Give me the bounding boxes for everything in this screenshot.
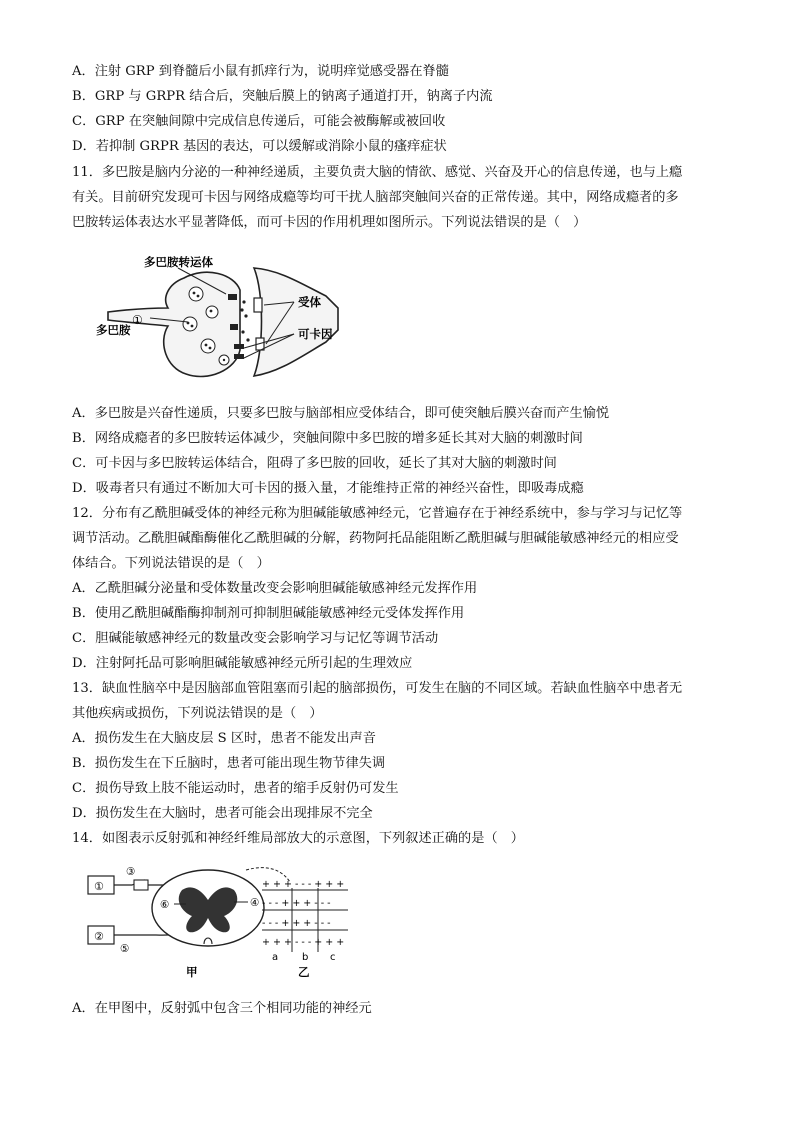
- q12-stem-line-1: 12．分布有乙酰胆碱受体的神经元称为胆碱能敏感神经元，它普遍存在于神经系统中，参与学习与记忆等: [72, 506, 683, 521]
- label-yi: 乙: [298, 965, 310, 979]
- label-dopamine: 多巴胺: [96, 323, 131, 337]
- q12-stem-line-3: 体结合。下列说法错误的是（ ）: [72, 556, 270, 571]
- q10-option-c: C．GRP 在突触间隙中完成信息传递后，可能会被酶解或被回收: [72, 114, 446, 129]
- label-n5: ⑤: [120, 943, 130, 955]
- label-n2: ②: [94, 930, 104, 943]
- q11-option-a: A．多巴胺是兴奋性递质，只要多巴胺与脑部相应受体结合，即可使突触后膜兴奋而产生愉悦: [72, 406, 610, 421]
- label-n6: ⑥: [160, 899, 170, 911]
- q11-synapse-figure: [88, 250, 348, 390]
- row-bot: + + + - - - + + +: [262, 937, 345, 948]
- label-c: c: [330, 952, 336, 963]
- q14-stem: 14．如图表示反射弧和神经纤维局部放大的示意图，下列叙述正确的是（ ）: [72, 831, 524, 846]
- q12-option-b: B．使用乙酰胆碱酯酶抑制剂可抑制胆碱能敏感神经元受体发挥作用: [72, 606, 465, 621]
- label-a: a: [272, 952, 279, 963]
- q13-option-c: C．损伤导致上肢不能运动时，患者的缩手反射仍可发生: [72, 781, 399, 796]
- q12-option-d: D．注射阿托品可影响胆碱能敏感神经元所引起的生理效应: [72, 656, 413, 671]
- q13-stem-line-2: 其他疾病或损伤，下列说法错误的是（ ）: [72, 706, 323, 721]
- label-marker-1: ①: [132, 313, 143, 327]
- q14-option-a: A．在甲图中，反射弧中包含三个相同功能的神经元: [72, 1001, 372, 1016]
- q10-option-d: D．若抑制 GRPR 基因的表达，可以缓解或消除小鼠的瘙痒症状: [72, 139, 447, 154]
- q11-option-d: D．吸毒者只有通过不断加大可卡因的摄入量，才能维持正常的神经兴奋性，即吸毒成瘾: [72, 481, 584, 496]
- q13-option-d: D．损伤发生在大脑时，患者可能会出现排尿不完全: [72, 806, 373, 821]
- q10-option-a: A．注射 GRP 到脊髓后小鼠有抓痒行为，说明痒觉感受器在脊髓: [72, 64, 449, 79]
- q11-stem-line-3: 巴胺转运体表达水平显著降低，而可卡因的作用机理如图所示。下列说法错误的是（ ）: [72, 215, 587, 230]
- q13-option-a: A．损伤发生在大脑皮层 S 区时，患者不能发出声音: [72, 731, 376, 746]
- row-mid-1: - - - + + + - - -: [262, 898, 331, 909]
- q11-stem-line-1: 11．多巴胺是脑内分泌的一种神经递质，主要负责大脑的情欲、感觉、兴奋及开心的信息传递，也与上瘾: [72, 165, 683, 180]
- q14-reflex-arc-figure: [86, 860, 356, 984]
- q10-option-b: B．GRP 与 GRPR 结合后，突触后膜上的钠离子通道打开，钠离子内流: [72, 89, 493, 104]
- label-jia: 甲: [186, 965, 198, 979]
- label-receptor: 受体: [298, 295, 321, 309]
- row-mid-2: - - - + + + - - -: [262, 918, 331, 929]
- label-cocaine: 可卡因: [298, 327, 333, 341]
- label-b: b: [302, 952, 309, 963]
- q13-stem-line-1: 13．缺血性脑卒中是因脑部血管阻塞而引起的脑部损伤，可发生在脑的不同区域。若缺血性脑卒中患者无: [72, 681, 683, 696]
- q13-option-b: B．损伤发生在下丘脑时，患者可能出现生物节律失调: [72, 756, 386, 771]
- label-transporter: 多巴胺转运体: [144, 255, 213, 269]
- row-top: + + + - - - + + +: [262, 879, 345, 890]
- q11-stem-line-2: 有关。目前研究发现可卡因与网络成瘾等均可干扰人脑部突触间兴奋的正常传递。其中，网络成瘾者的多: [72, 190, 679, 205]
- q12-option-a: A．乙酰胆碱分泌量和受体数量改变会影响胆碱能敏感神经元发挥作用: [72, 581, 478, 596]
- q12-stem-line-2: 调节活动。乙酰胆碱酯酶催化乙酰胆碱的分解，药物阿托品能阻断乙酰胆碱与胆碱能敏感神经元的相应受: [72, 531, 679, 546]
- label-n3: ③: [126, 866, 136, 878]
- q11-option-c: C．可卡因与多巴胺转运体结合，阻碍了多巴胺的回收，延长了其对大脑的刺激时间: [72, 456, 557, 471]
- q12-option-c: C．胆碱能敏感神经元的数量改变会影响学习与记忆等调节活动: [72, 631, 439, 646]
- label-n1: ①: [94, 880, 104, 893]
- label-n4: ④: [250, 897, 260, 909]
- q11-option-b: B．网络成瘾者的多巴胺转运体减少，突触间隙中多巴胺的增多延长其对大脑的刺激时间: [72, 431, 583, 446]
